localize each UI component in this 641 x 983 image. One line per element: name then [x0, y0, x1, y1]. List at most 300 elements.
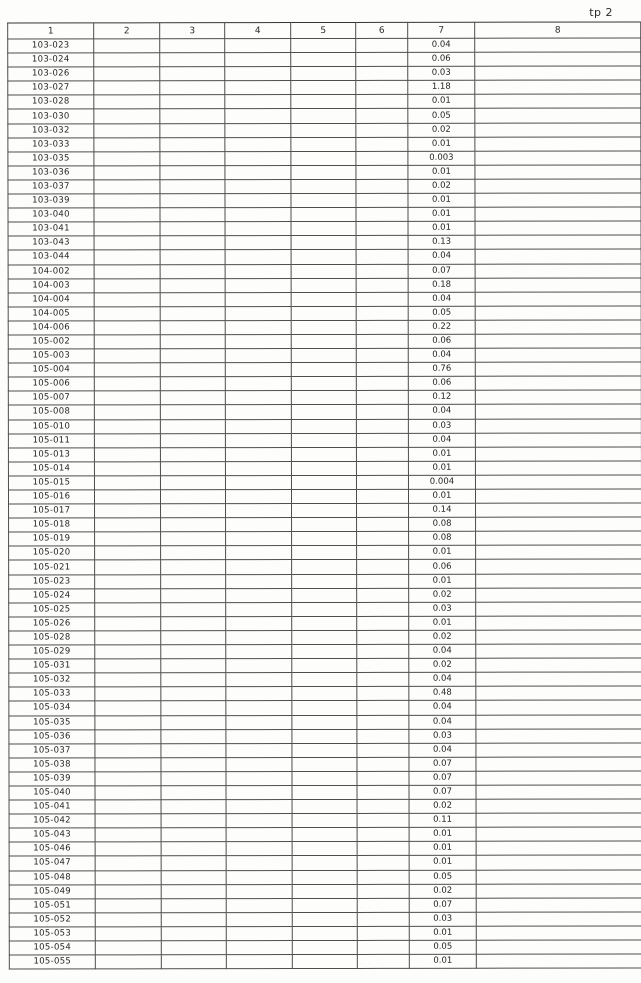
row-id-cell: 105-043: [9, 828, 95, 842]
empty-cell: [475, 433, 641, 447]
empty-cell: [356, 222, 408, 236]
row-id-cell: 105-034: [9, 701, 95, 715]
row-id-cell: 103-040: [8, 208, 94, 222]
empty-cell: [475, 80, 641, 94]
empty-cell: [160, 335, 225, 349]
value-cell: 0.14: [409, 503, 476, 517]
table-row: [8, 320, 641, 335]
row-id-cell: 105-052: [9, 913, 95, 927]
empty-cell: [160, 461, 225, 475]
empty-cell: [357, 870, 409, 884]
table-row: [9, 940, 641, 955]
empty-cell: [225, 405, 291, 419]
row-id-cell: 105-025: [9, 603, 95, 617]
table-row: [8, 151, 641, 166]
table-row: [8, 108, 641, 123]
empty-cell: [475, 447, 641, 461]
empty-cell: [476, 869, 641, 883]
empty-cell: [291, 81, 356, 95]
table-row: [9, 574, 641, 589]
empty-cell: [292, 870, 357, 884]
empty-cell: [225, 151, 291, 165]
empty-cell: [292, 701, 357, 715]
empty-cell: [476, 841, 641, 855]
empty-cell: [95, 927, 161, 941]
empty-cell: [476, 700, 641, 714]
value-cell: 0.01: [408, 95, 475, 109]
row-id-cell: 105-031: [9, 659, 95, 673]
empty-cell: [95, 504, 161, 518]
empty-cell: [292, 518, 357, 532]
value-cell: 0.003: [408, 151, 475, 165]
empty-cell: [226, 898, 292, 912]
empty-cell: [94, 448, 160, 462]
empty-cell: [160, 123, 225, 137]
empty-cell: [161, 617, 226, 631]
empty-cell: [475, 52, 641, 66]
row-id-cell: 104-002: [8, 264, 94, 278]
value-cell: 0.05: [408, 109, 475, 123]
empty-cell: [292, 828, 357, 842]
empty-cell: [475, 320, 641, 334]
table-row: [9, 757, 641, 772]
empty-cell: [356, 447, 408, 461]
empty-cell: [160, 53, 225, 67]
empty-cell: [476, 813, 641, 827]
table-row: [8, 292, 641, 307]
empty-cell: [291, 447, 356, 461]
empty-cell: [475, 193, 641, 207]
table-row: [8, 461, 641, 476]
empty-cell: [475, 221, 641, 235]
empty-cell: [160, 109, 225, 123]
row-id-cell: 104-005: [8, 307, 94, 321]
value-cell: 0.02: [409, 884, 476, 898]
empty-cell: [356, 475, 408, 489]
table-row: [9, 503, 641, 518]
empty-cell: [291, 236, 356, 250]
empty-cell: [292, 729, 357, 743]
empty-cell: [95, 856, 161, 870]
empty-cell: [225, 95, 291, 109]
empty-cell: [357, 630, 409, 644]
empty-cell: [356, 489, 408, 503]
empty-cell: [95, 743, 161, 757]
empty-cell: [476, 926, 641, 940]
empty-cell: [291, 433, 356, 447]
empty-cell: [225, 278, 291, 292]
empty-cell: [160, 194, 225, 208]
empty-cell: [160, 180, 225, 194]
empty-cell: [356, 250, 408, 264]
empty-cell: [475, 362, 641, 376]
empty-cell: [357, 518, 409, 532]
empty-cell: [94, 152, 160, 166]
empty-cell: [476, 531, 641, 545]
table-row: [8, 249, 641, 264]
empty-cell: [160, 67, 225, 81]
row-id-cell: 105-055: [9, 955, 95, 969]
empty-cell: [225, 306, 291, 320]
value-cell: 0.01: [408, 221, 475, 235]
empty-cell: [94, 433, 160, 447]
value-cell: 0.11: [409, 813, 476, 827]
empty-cell: [356, 207, 408, 221]
empty-cell: [161, 602, 226, 616]
row-id-cell: 103-033: [8, 138, 94, 152]
row-id-cell: 103-043: [8, 236, 94, 250]
empty-cell: [94, 250, 160, 264]
empty-cell: [292, 926, 357, 940]
empty-cell: [291, 123, 356, 137]
empty-cell: [356, 81, 408, 95]
empty-cell: [161, 898, 226, 912]
empty-cell: [226, 645, 292, 659]
empty-cell: [95, 870, 161, 884]
empty-cell: [95, 546, 161, 560]
value-cell: 0.04: [409, 715, 476, 729]
empty-cell: [357, 884, 409, 898]
empty-cell: [291, 67, 356, 81]
empty-cell: [160, 349, 225, 363]
empty-cell: [226, 870, 292, 884]
empty-cell: [161, 574, 226, 588]
column-header: 2: [94, 23, 160, 39]
empty-cell: [357, 940, 409, 954]
empty-cell: [94, 321, 160, 335]
value-cell: 0.05: [408, 306, 475, 320]
column-header: 5: [291, 22, 356, 38]
table-row: [8, 80, 641, 95]
empty-cell: [225, 222, 291, 236]
empty-cell: [95, 574, 161, 588]
empty-cell: [475, 108, 641, 122]
empty-cell: [226, 926, 292, 940]
value-cell: 0.04: [409, 672, 476, 686]
value-cell: 0.07: [409, 757, 476, 771]
table-row: [8, 94, 641, 109]
empty-cell: [95, 913, 161, 927]
empty-cell: [160, 250, 225, 264]
empty-cell: [291, 95, 356, 109]
value-cell: 1.18: [408, 81, 475, 95]
empty-cell: [291, 264, 356, 278]
table-row: [9, 517, 641, 532]
row-id-cell: 105-042: [9, 814, 95, 828]
row-id-cell: 105-011: [8, 434, 94, 448]
empty-cell: [161, 912, 226, 926]
empty-cell: [475, 151, 641, 165]
empty-cell: [226, 828, 292, 842]
empty-cell: [161, 927, 226, 941]
row-id-cell: 103-036: [8, 166, 94, 180]
empty-cell: [356, 123, 408, 137]
value-cell: 0.03: [409, 602, 476, 616]
empty-cell: [357, 785, 409, 799]
empty-cell: [161, 842, 226, 856]
empty-cell: [475, 418, 641, 432]
empty-cell: [476, 503, 641, 517]
empty-cell: [356, 433, 408, 447]
empty-cell: [356, 278, 408, 292]
empty-cell: [357, 954, 409, 968]
empty-cell: [476, 630, 641, 644]
empty-cell: [225, 208, 291, 222]
value-cell: 0.01: [409, 616, 476, 630]
empty-cell: [160, 490, 225, 504]
table-row: [8, 263, 641, 278]
empty-cell: [292, 504, 357, 518]
empty-cell: [161, 715, 226, 729]
value-cell: 0.06: [408, 376, 475, 390]
table-row: [9, 898, 641, 913]
value-cell: 0.03: [409, 912, 476, 926]
table-row: [8, 433, 641, 448]
table-row: [9, 813, 641, 828]
row-id-cell: 105-016: [8, 490, 94, 504]
empty-cell: [95, 687, 161, 701]
empty-cell: [357, 644, 409, 658]
row-id-cell: 105-020: [9, 546, 95, 560]
empty-cell: [160, 39, 225, 53]
empty-cell: [476, 827, 641, 841]
row-id-cell: 105-023: [9, 574, 95, 588]
empty-cell: [94, 222, 160, 236]
row-id-cell: 103-037: [8, 180, 94, 194]
row-id-cell: 105-018: [9, 518, 95, 532]
row-id-cell: 105-004: [8, 363, 94, 377]
empty-cell: [291, 193, 356, 207]
table-row: [9, 545, 641, 560]
empty-cell: [356, 165, 408, 179]
empty-cell: [225, 433, 291, 447]
empty-cell: [226, 800, 292, 814]
empty-cell: [94, 278, 160, 292]
row-id-cell: 105-029: [9, 645, 95, 659]
empty-cell: [357, 743, 409, 757]
empty-cell: [356, 52, 408, 66]
empty-cell: [475, 165, 641, 179]
empty-cell: [357, 814, 409, 828]
value-cell: 0.22: [408, 320, 475, 334]
empty-cell: [160, 419, 225, 433]
value-cell: 0.02: [408, 179, 475, 193]
empty-cell: [161, 701, 226, 715]
value-cell: 0.07: [409, 771, 476, 785]
empty-cell: [292, 856, 357, 870]
empty-cell: [95, 786, 161, 800]
value-cell: 0.01: [409, 574, 476, 588]
empty-cell: [95, 941, 161, 955]
table-row: [9, 588, 641, 603]
empty-cell: [292, 785, 357, 799]
empty-cell: [356, 151, 408, 165]
empty-cell: [357, 898, 409, 912]
empty-cell: [95, 899, 161, 913]
table-row: [8, 334, 641, 349]
row-id-cell: 105-017: [9, 504, 95, 518]
empty-cell: [226, 842, 292, 856]
empty-cell: [160, 391, 225, 405]
empty-cell: [357, 588, 409, 602]
empty-cell: [226, 743, 292, 757]
value-cell: 0.01: [409, 926, 476, 940]
value-cell: 0.07: [409, 898, 476, 912]
empty-cell: [161, 518, 226, 532]
empty-cell: [356, 292, 408, 306]
empty-cell: [94, 137, 160, 151]
value-cell: 0.02: [409, 658, 476, 672]
empty-cell: [95, 842, 161, 856]
empty-cell: [94, 95, 160, 109]
empty-cell: [356, 38, 408, 52]
column-header: 8: [475, 22, 641, 38]
empty-cell: [356, 405, 408, 419]
empty-cell: [476, 757, 641, 771]
empty-cell: [356, 109, 408, 123]
table-row: [9, 686, 641, 701]
empty-cell: [95, 603, 161, 617]
empty-cell: [226, 532, 292, 546]
row-id-cell: 103-044: [8, 250, 94, 264]
empty-cell: [226, 955, 292, 969]
empty-cell: [357, 799, 409, 813]
empty-cell: [356, 461, 408, 475]
empty-cell: [95, 701, 161, 715]
row-id-cell: 105-010: [8, 419, 94, 433]
empty-cell: [95, 617, 161, 631]
row-id-cell: 105-040: [9, 786, 95, 800]
empty-cell: [225, 264, 291, 278]
row-id-cell: 105-048: [9, 870, 95, 884]
empty-cell: [226, 856, 292, 870]
table-row: [9, 855, 641, 870]
row-id-cell: 104-003: [8, 278, 94, 292]
empty-cell: [94, 53, 160, 67]
row-id-cell: 103-023: [8, 39, 94, 53]
value-cell: 0.13: [408, 236, 475, 250]
row-id-cell: 105-014: [8, 462, 94, 476]
table-row: [9, 658, 641, 673]
row-id-cell: 103-026: [8, 67, 94, 81]
empty-cell: [291, 137, 356, 151]
empty-cell: [476, 940, 641, 954]
table-row: [9, 714, 641, 729]
empty-cell: [476, 658, 641, 672]
row-id-cell: 105-013: [8, 448, 94, 462]
empty-cell: [226, 546, 292, 560]
empty-cell: [291, 320, 356, 334]
table-row: [9, 743, 641, 758]
empty-cell: [475, 263, 641, 277]
empty-cell: [226, 602, 292, 616]
value-cell: 0.06: [408, 334, 475, 348]
empty-cell: [160, 447, 225, 461]
value-cell: 0.01: [408, 165, 475, 179]
empty-cell: [475, 306, 641, 320]
empty-cell: [291, 405, 356, 419]
table-row: [9, 602, 641, 617]
empty-cell: [291, 391, 356, 405]
empty-cell: [226, 786, 292, 800]
row-id-cell: 105-053: [9, 927, 95, 941]
empty-cell: [94, 264, 160, 278]
row-id-cell: 105-046: [9, 842, 95, 856]
empty-cell: [356, 137, 408, 151]
empty-cell: [95, 715, 161, 729]
empty-cell: [225, 53, 291, 67]
empty-cell: [160, 292, 225, 306]
empty-cell: [225, 377, 291, 391]
empty-cell: [476, 799, 641, 813]
empty-cell: [95, 560, 161, 574]
table-row: [8, 418, 641, 433]
empty-cell: [291, 363, 356, 377]
value-cell: 0.01: [409, 546, 476, 560]
empty-cell: [476, 785, 641, 799]
table-row: [8, 193, 641, 208]
empty-cell: [357, 616, 409, 630]
empty-cell: [160, 208, 225, 222]
column-header: 3: [160, 23, 225, 39]
row-id-cell: 104-006: [8, 321, 94, 335]
empty-cell: [94, 166, 160, 180]
empty-cell: [160, 278, 225, 292]
empty-cell: [475, 278, 641, 292]
empty-cell: [476, 672, 641, 686]
empty-cell: [357, 856, 409, 870]
value-cell: 0.01: [408, 461, 475, 475]
empty-cell: [95, 814, 161, 828]
empty-cell: [225, 109, 291, 123]
row-id-cell: 105-024: [9, 589, 95, 603]
empty-cell: [226, 616, 292, 630]
empty-cell: [225, 236, 291, 250]
empty-cell: [292, 771, 357, 785]
empty-cell: [357, 701, 409, 715]
empty-cell: [292, 912, 357, 926]
table-row: [9, 954, 641, 969]
row-id-cell: 105-002: [8, 335, 94, 349]
empty-cell: [356, 320, 408, 334]
empty-cell: [225, 320, 291, 334]
row-id-cell: 104-004: [8, 293, 94, 307]
empty-cell: [357, 771, 409, 785]
value-cell: 0.48: [409, 687, 476, 701]
empty-cell: [476, 686, 641, 700]
empty-cell: [226, 771, 292, 785]
empty-cell: [226, 574, 292, 588]
empty-cell: [225, 67, 291, 81]
empty-cell: [475, 489, 641, 503]
empty-cell: [357, 673, 409, 687]
table-row: [9, 912, 641, 927]
empty-cell: [476, 545, 641, 559]
table-row: [8, 404, 641, 419]
value-cell: 0.05: [409, 940, 476, 954]
empty-cell: [291, 419, 356, 433]
row-id-cell: 105-007: [8, 391, 94, 405]
empty-cell: [160, 166, 225, 180]
empty-cell: [356, 95, 408, 109]
empty-cell: [476, 588, 641, 602]
empty-cell: [292, 602, 357, 616]
empty-cell: [476, 884, 641, 898]
empty-cell: [160, 222, 225, 236]
empty-cell: [161, 757, 226, 771]
empty-cell: [475, 94, 641, 108]
value-cell: 0.04: [408, 38, 475, 52]
